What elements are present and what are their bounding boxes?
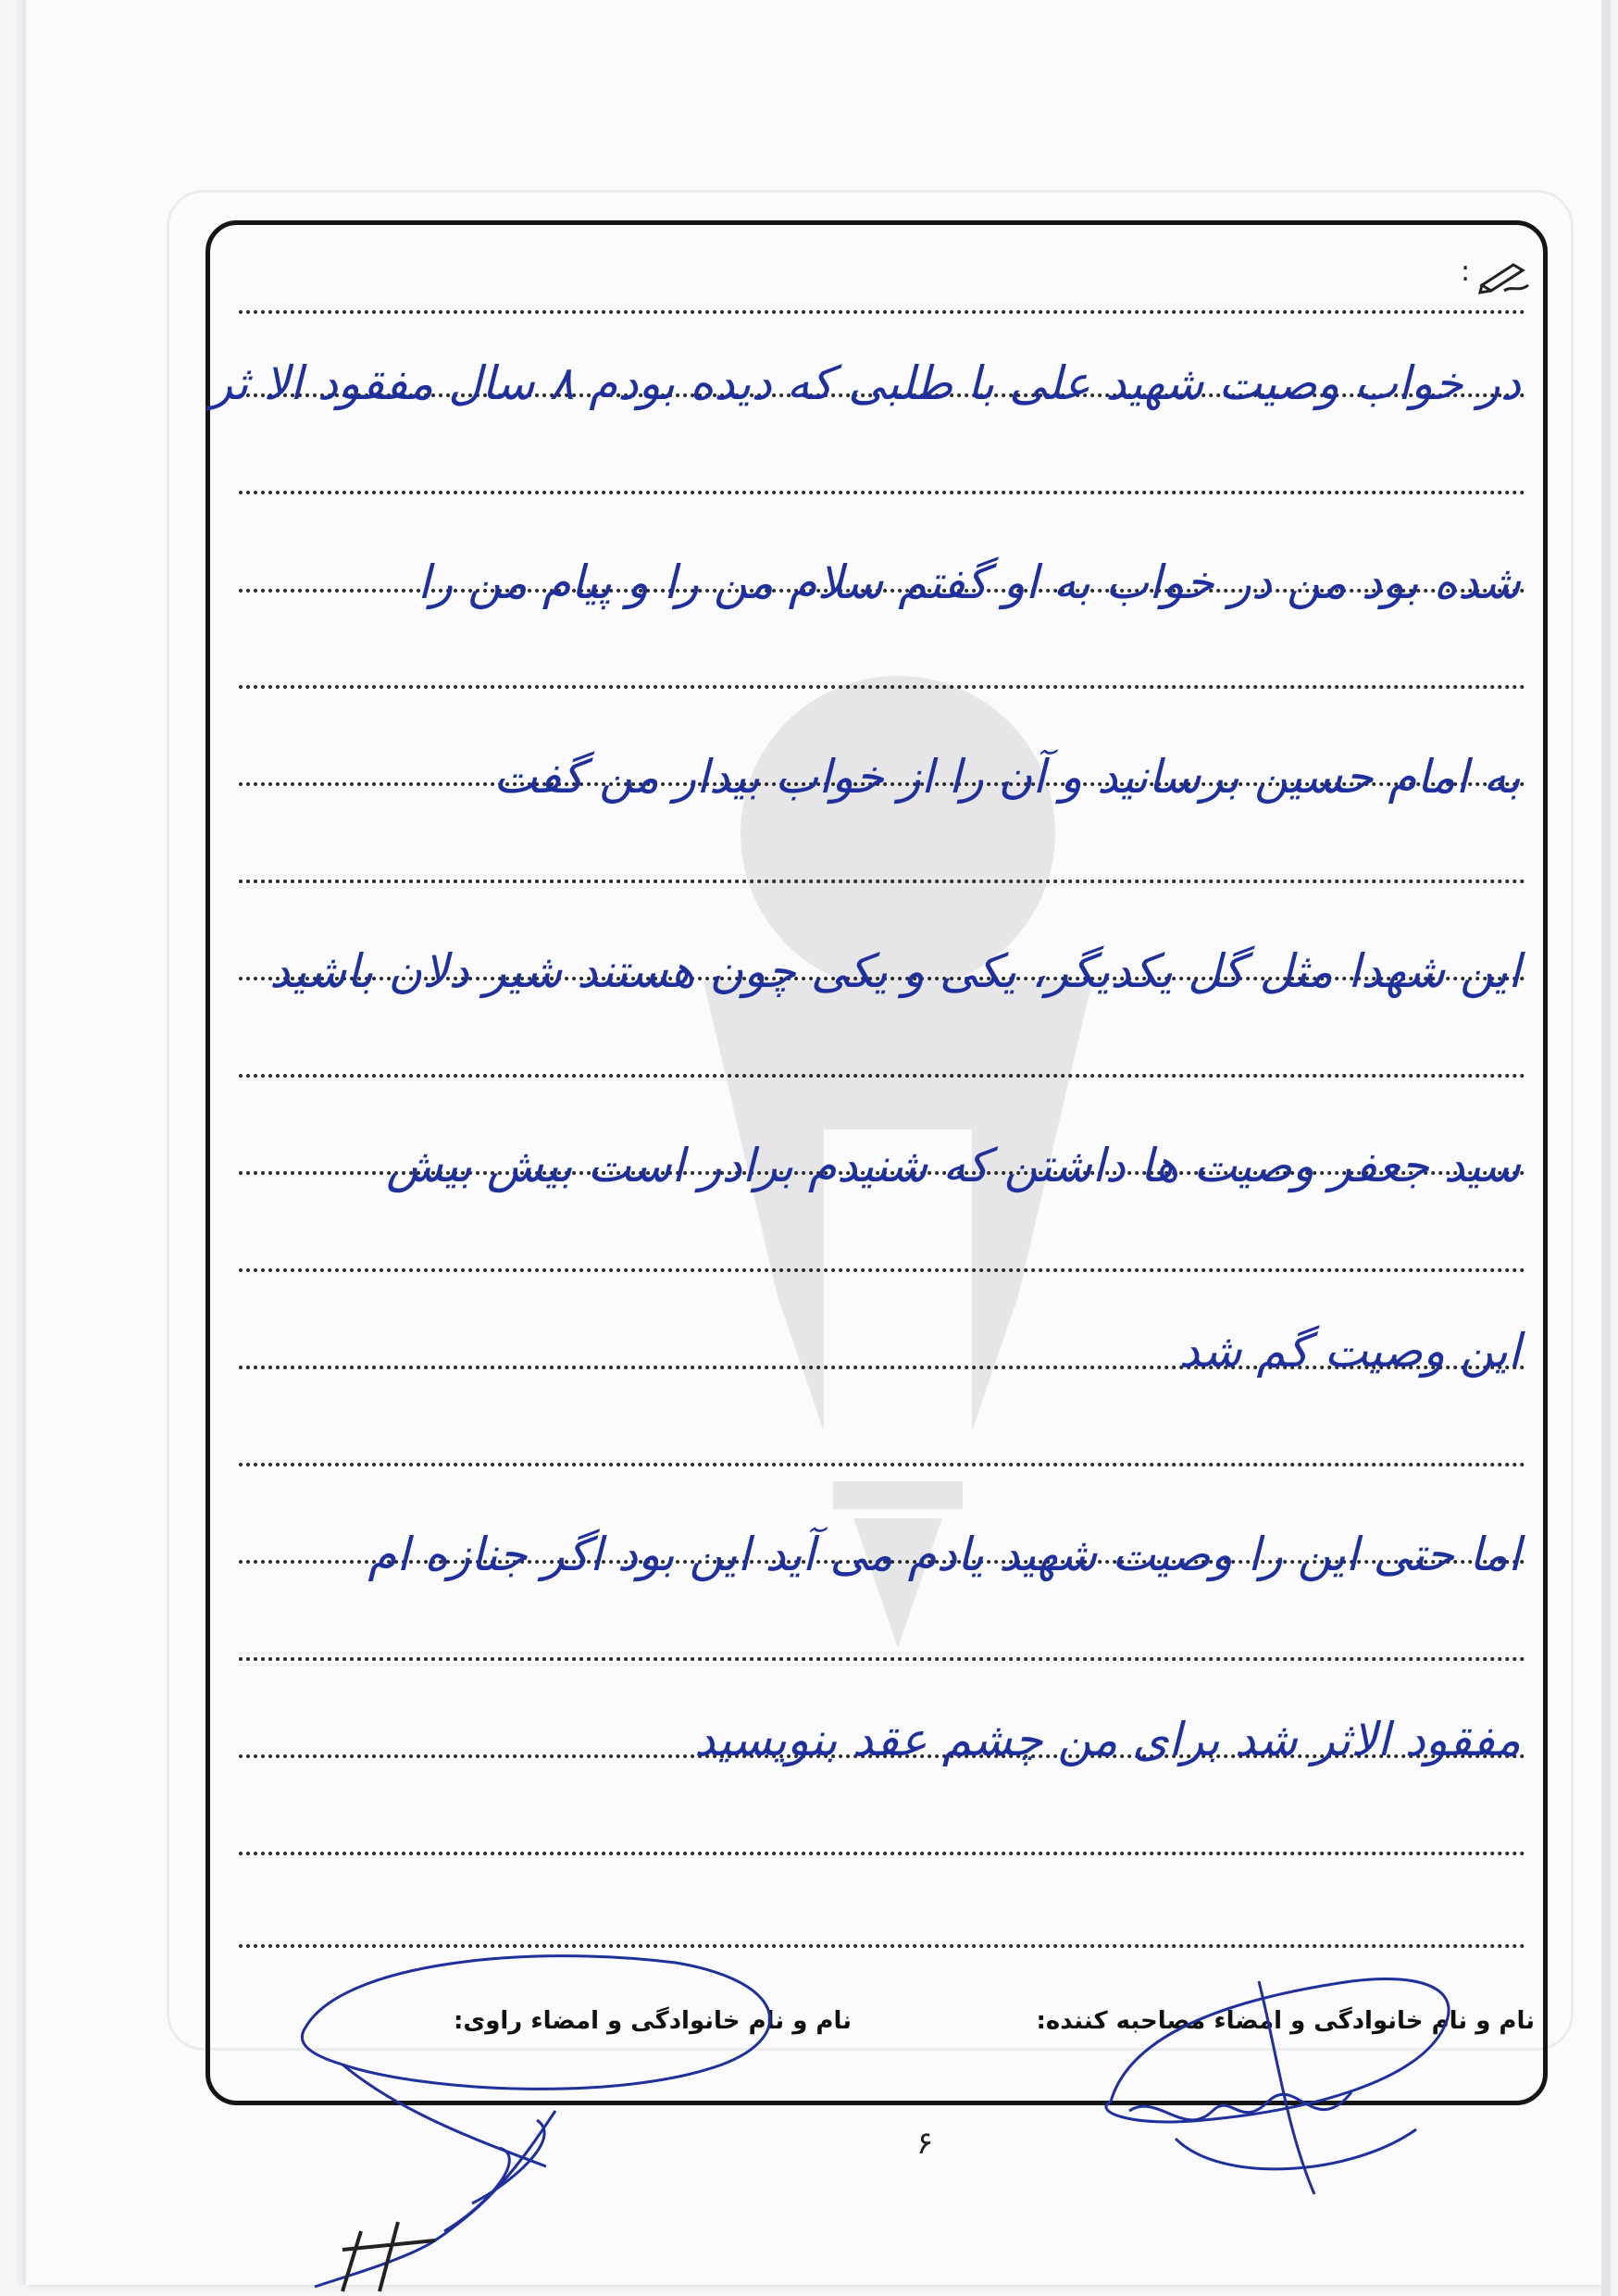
writing-line	[239, 880, 1525, 883]
narrator-signature-label: نام و نام خانوادگی و امضاء راوی:	[454, 2007, 852, 2035]
interviewer-signature	[1074, 1926, 1481, 2203]
writing-line	[239, 1657, 1525, 1661]
writing-line	[239, 1463, 1525, 1466]
page-number: ۶	[916, 2125, 934, 2162]
handwritten-line: اما حتی این را وصیت شهید یادم می آید این بود اگر جنازه ام	[367, 1528, 1521, 1581]
handwritten-line: این شهدا مثل گل یکدیگر، یکی و یکی چون هستند شیر دلان باشید	[269, 944, 1521, 998]
handwritten-line: این وصیت گم شد	[1178, 1324, 1521, 1378]
handwritten-line: مفقود الاثر شد برای من چشم عقد بنویسید	[694, 1713, 1521, 1766]
interviewer-signature-label: نام و نام خانوادگی و امضاء مصاحبه کننده:	[1036, 2007, 1535, 2035]
pen-colon: :	[1461, 256, 1471, 288]
handwritten-line: در خواب وصیت شهید علی با طلبی که دیده بودم ۸ سال مفقود الا ثر	[210, 356, 1521, 410]
writing-line	[239, 310, 1525, 314]
paper-edge	[1601, 0, 1611, 2296]
handwritten-line: شده بود من در خواب به او گفتم سلام من را و پیام من را	[417, 555, 1521, 609]
handwritten-line: به امام حسین برسانید و آن را از خواب بیدار من گفت	[493, 750, 1521, 804]
narrator-signature	[287, 1926, 805, 2296]
handwritten-line: سید جعفر وصیت ها داشتن که شنیدم برادر است بیش بیش	[386, 1139, 1521, 1192]
writing-line	[239, 1852, 1525, 1855]
writing-line	[239, 685, 1525, 689]
writing-line	[239, 1268, 1525, 1272]
writing-line	[239, 491, 1525, 494]
writing-line	[239, 1074, 1525, 1078]
pen-writing-icon	[1476, 257, 1532, 294]
